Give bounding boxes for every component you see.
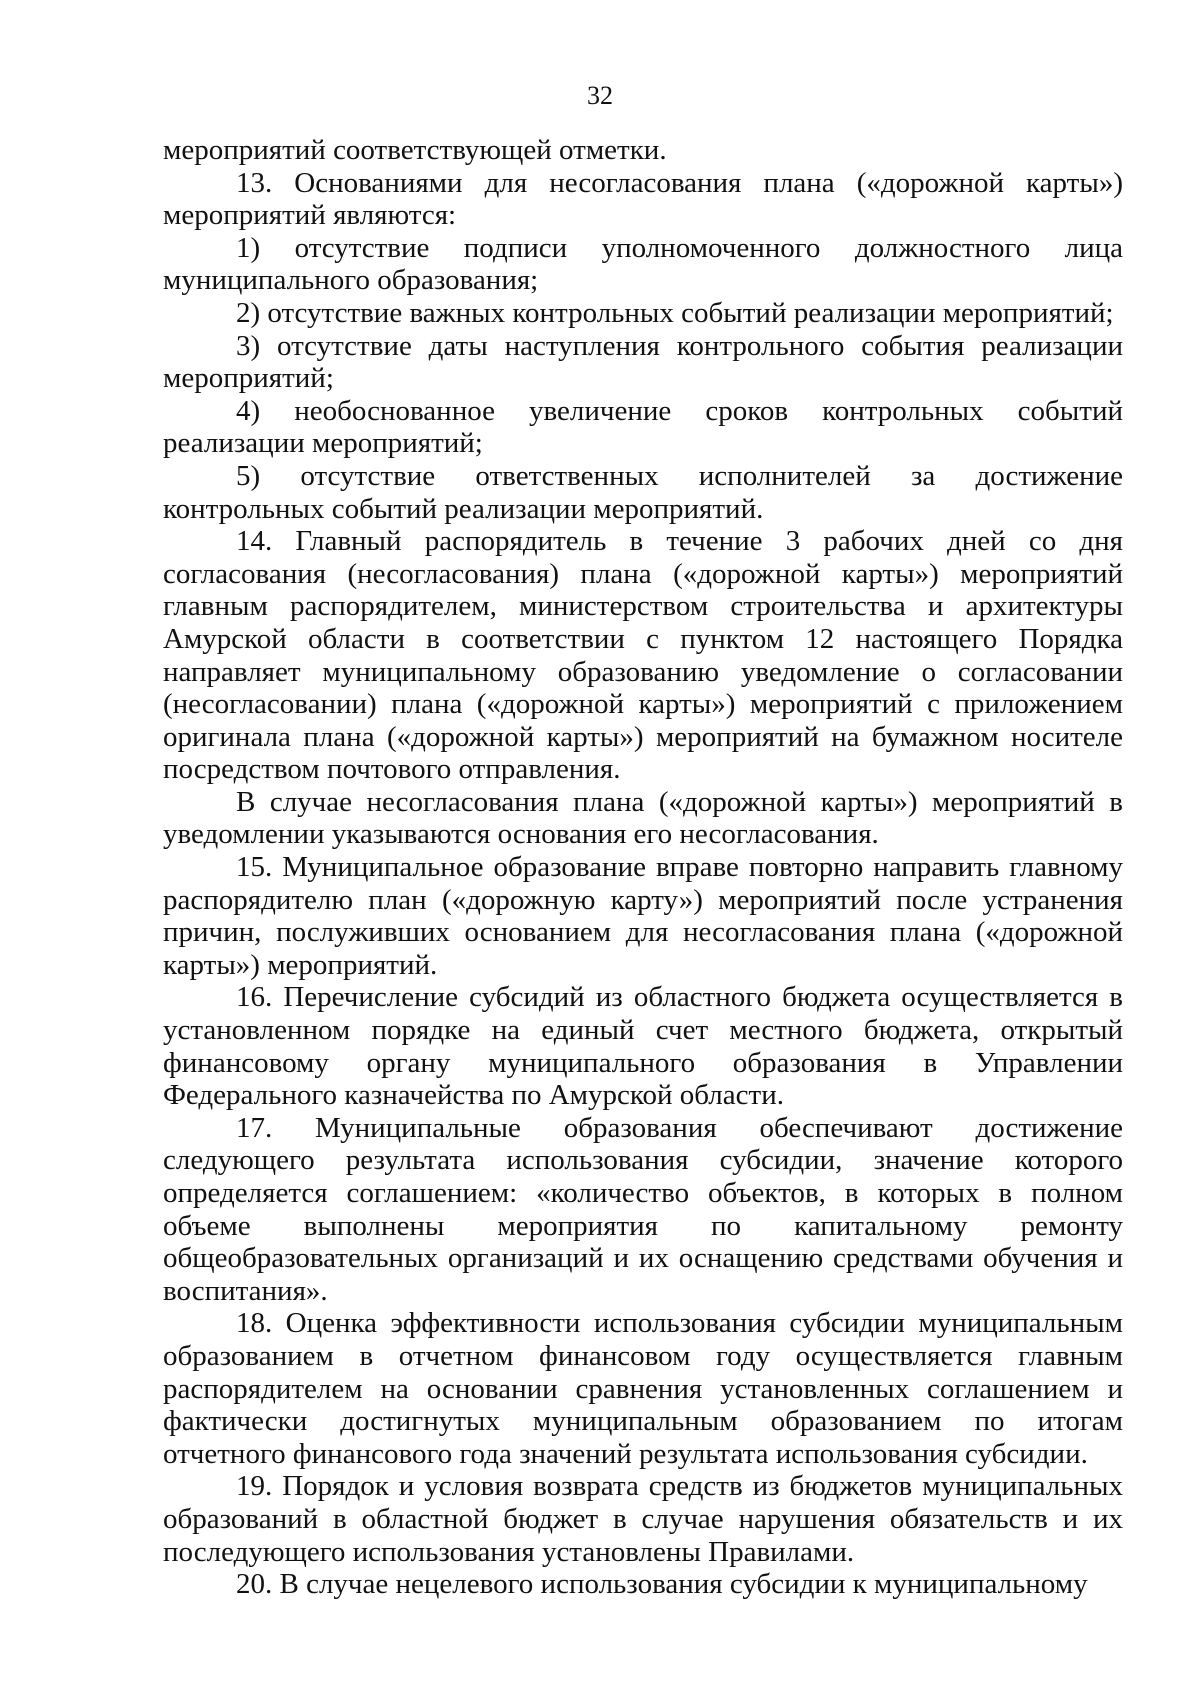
paragraph-item-14: 14. Главный распорядитель в течение 3 рабочих дней со дня согласования (несогласования) плана («дорожной карты») мероприятий главным распорядителем, министерством строительства и архитектуры Амурской области в соответствии с пунктом 12 настоящего Порядка направляет муниципальному образованию уведомление о согласовании (несогласовании) плана («дорожной карты») мероприятий с приложением оригинала плана («дорожной карты») мероприятий на бумажном носителе посредством почтового отправления.: [163, 525, 1123, 786]
paragraph-item-13: 13. Основаниями для несогласования плана («дорожной карты») мероприятий являются:: [163, 166, 1123, 232]
document-body: [163, 134, 1123, 1601]
list-item-4: 4) необоснованное увеличение сроков контрольных событий реализации мероприятий;: [163, 394, 1123, 460]
page-number: 32: [587, 81, 613, 110]
paragraph-item-16: 16. Перечисление субсидий из областного бюджета осуществляется в установленном порядке на единый счет местного бюджета, открытый финансовому органу муниципального образования в Управлении Федерального казначейства по Амурской области.: [163, 981, 1123, 1112]
paragraph-item-17: 17. Муниципальные образования обеспечивают достижение следующего результата использования субсидии, значение которого определяется соглашением: «количество объектов, в которых в полном объеме выполнены мероприятия по капитальному ремонту общеобразовательных организаций и их оснащению средствами обучения и воспитания».: [163, 1111, 1123, 1307]
paragraph-item-19: 19. Порядок и условия возврата средств из бюджетов муниципальных образований в областной бюджет в случае нарушения обязательств и их последующего использования установлены Правилами.: [163, 1470, 1123, 1568]
paragraph-item-15: 15. Муниципальное образование вправе повторно направить главному распорядителю план («дорожную карту») мероприятий после устранения причин, послуживших основанием для несогласования плана («дорожной карты») мероприятий.: [163, 851, 1123, 981]
paragraph-continuation: мероприятий соответствующей отметки.: [163, 134, 667, 166]
list-item-5: 5) отсутствие ответственных исполнителей за достижение контрольных событий реализации мероприятий.: [163, 459, 1123, 525]
paragraph-item-14-note: В случае несогласования плана («дорожной карты») мероприятий в уведомлении указываются основания его несогласования.: [163, 785, 1123, 851]
paragraph-item-18: 18. Оценка эффективности использования субсидии муниципальным образованием в отчетном финансовом году осуществляется главным распорядителем на основании сравнения установленных соглашением и фактически достигнутых муниципальным образованием по итогам отчетного финансового года значений результата использования субсидии.: [163, 1307, 1123, 1470]
list-item-3: 3) отсутствие даты наступления контрольного события реализации мероприятий;: [163, 329, 1123, 395]
paragraph-item-20: 20. В случае нецелевого использования субсидии к муниципальному: [236, 1568, 1088, 1601]
list-item-1: 1) отсутствие подписи уполномоченного должностного лица муниципального образования;: [163, 231, 1123, 297]
list-item-2: 2) отсутствие важных контрольных событий реализации мероприятий;: [236, 296, 1114, 329]
